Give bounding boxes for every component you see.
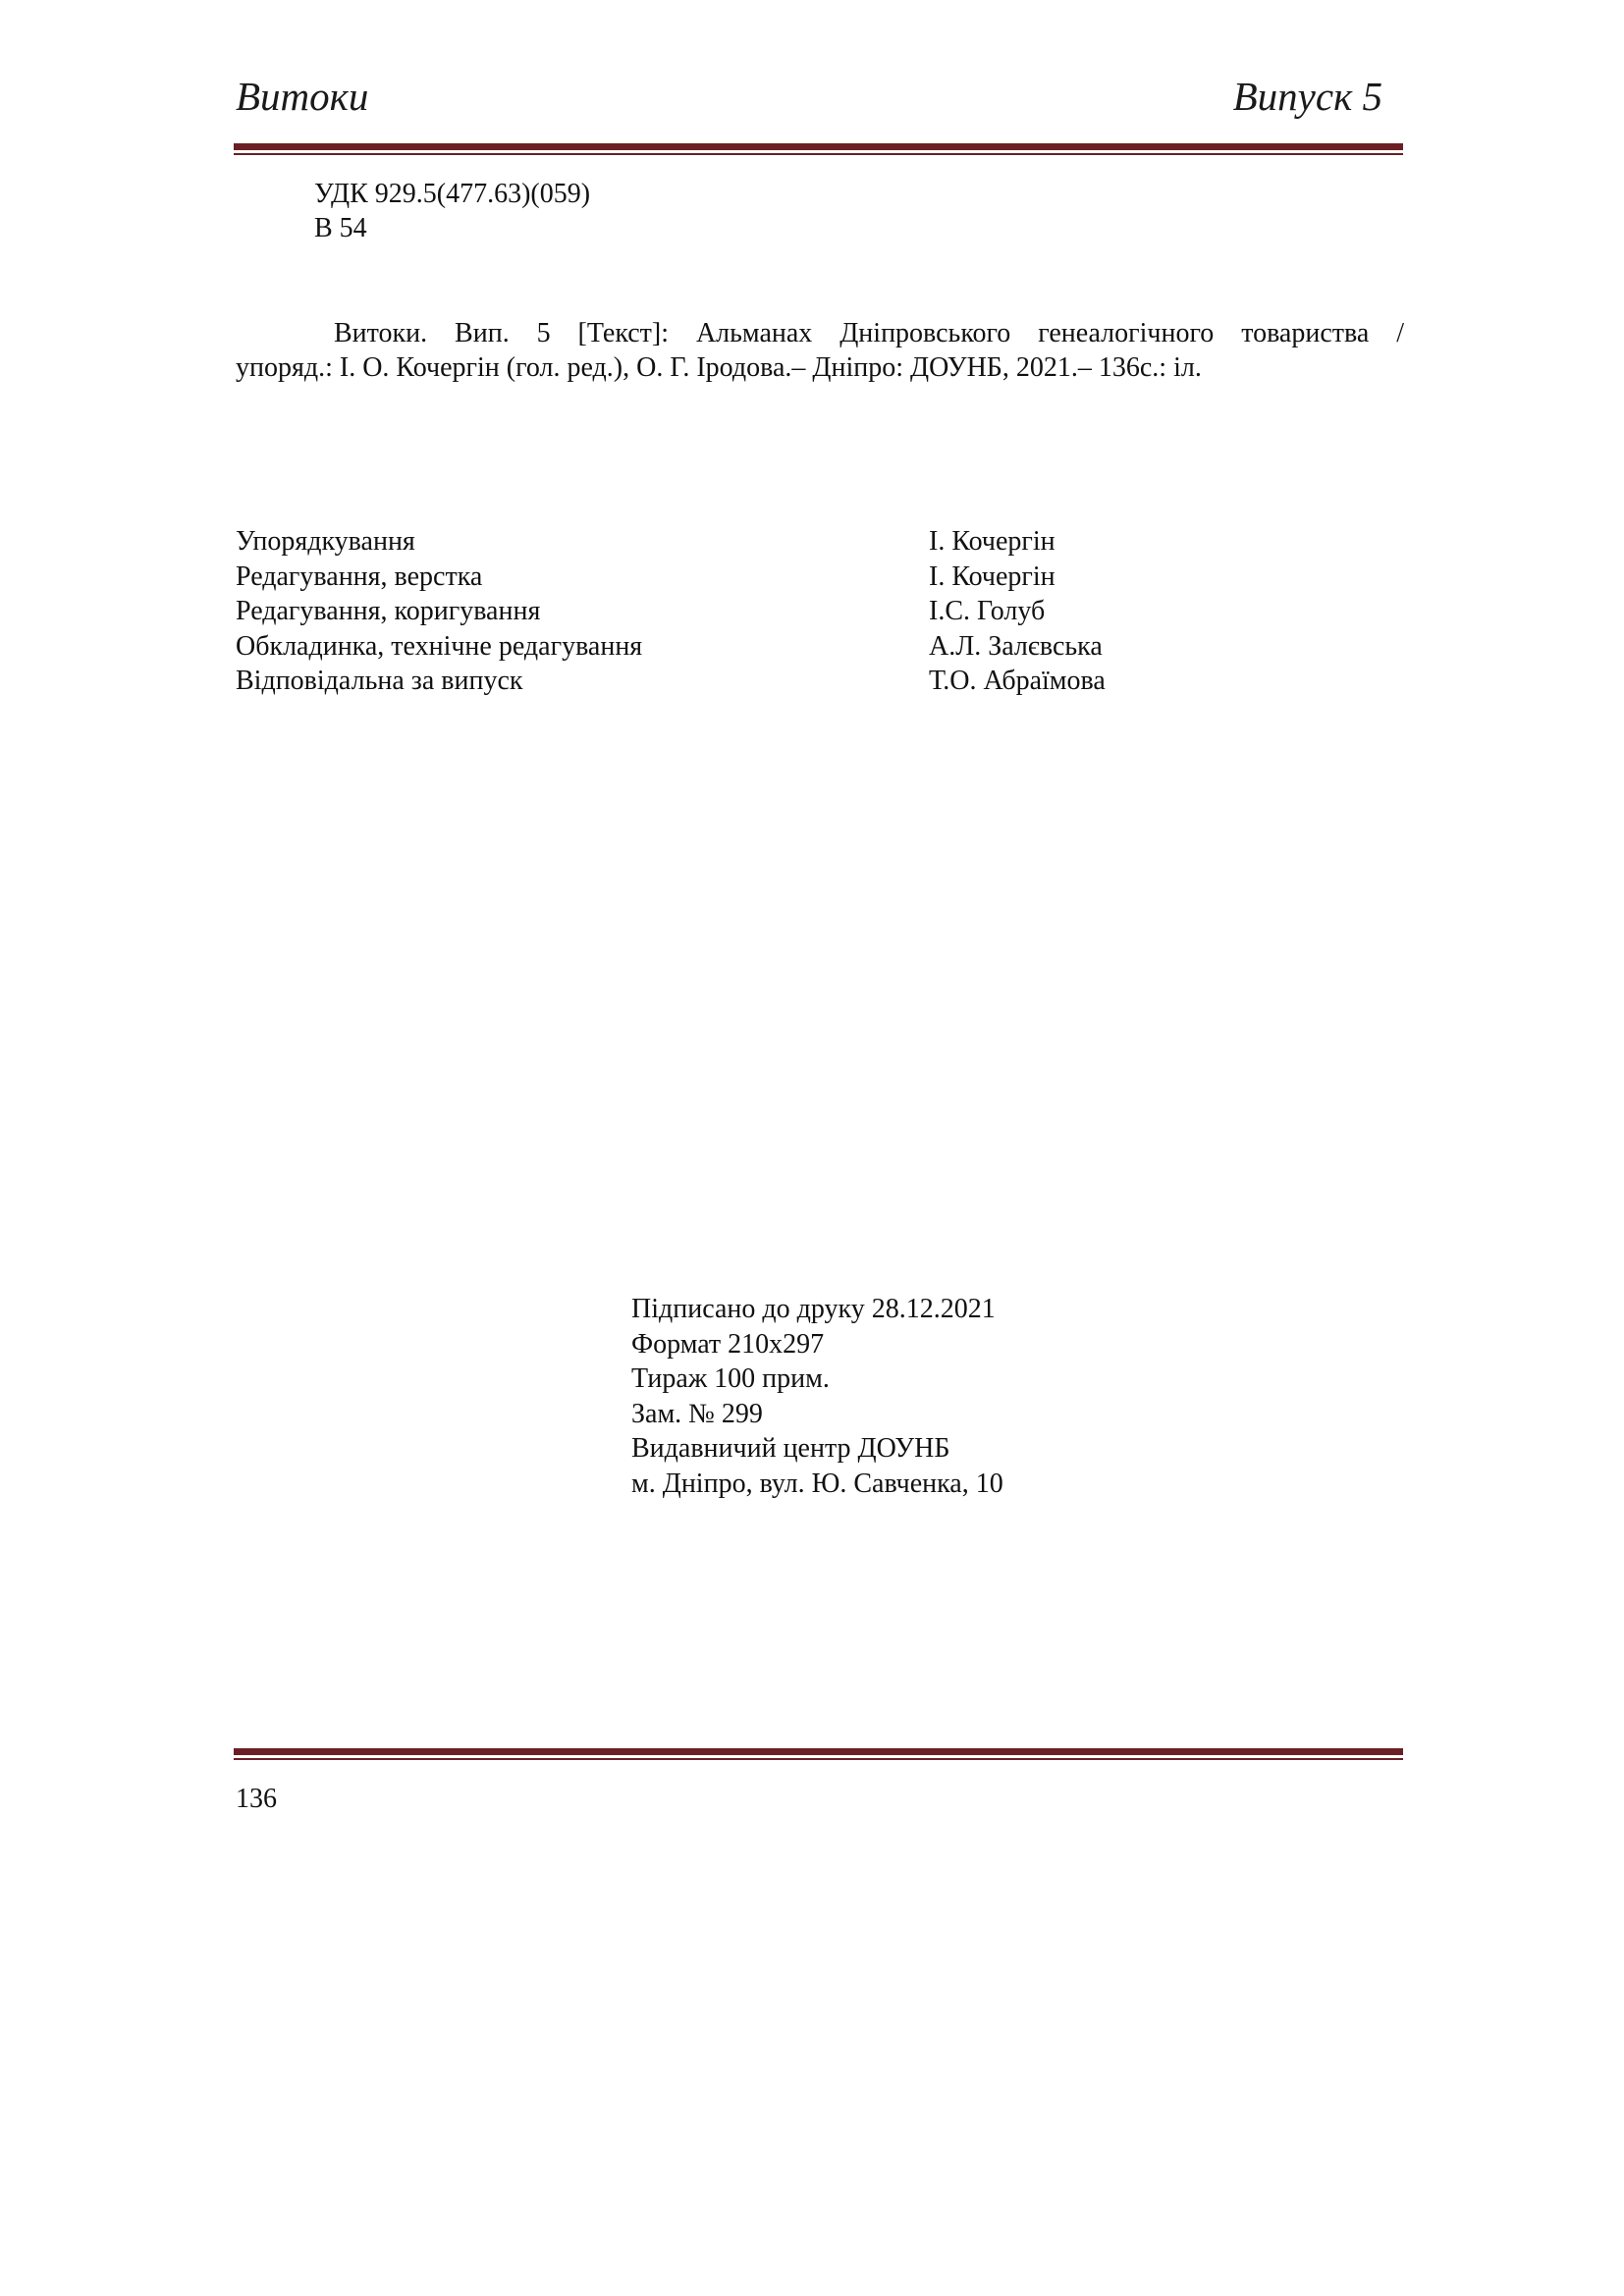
bibliographic-line-2: упоряд.: І. О. Кочергін (гол. ред.), О. Г. Іродова.– Дніпро: ДОУНБ, 2021.– 136с.: іл. — [236, 352, 1202, 383]
classification-block — [314, 177, 590, 245]
imprint-print-run: Тираж 100 прим. — [631, 1363, 830, 1394]
credit-name: І. Кочергін — [929, 526, 1056, 557]
credit-role: Редагування, коригування — [236, 596, 541, 626]
imprint-publisher: Видавничий центр ДОУНБ — [631, 1433, 950, 1464]
bibliographic-line-1: Витоки. Вип. 5 [Текст]: Альманах Дніпровського генеалогічного товариства / — [334, 318, 1404, 348]
author-mark: В 54 — [314, 213, 367, 243]
page-number: 136 — [236, 1784, 277, 1814]
bibliographic-description — [236, 316, 1404, 385]
footer-divider — [234, 1748, 1403, 1760]
credit-role: Упорядкування — [236, 526, 415, 557]
credit-row — [236, 524, 1218, 560]
imprint-signed-date: Підписано до друку 28.12.2021 — [631, 1294, 996, 1324]
imprint-block — [631, 1292, 1003, 1501]
udk-code: УДК 929.5(477.63)(059) — [314, 179, 591, 209]
credit-name: І.С. Голуб — [929, 596, 1046, 626]
credit-name: А.Л. Залєвська — [929, 630, 1103, 662]
credit-name: І. Кочергін — [929, 561, 1056, 592]
imprint-address: м. Дніпро, вул. Ю. Савченка, 10 — [631, 1468, 1003, 1499]
credit-role: Відповідальна за випуск — [236, 666, 523, 696]
credit-row — [236, 629, 1218, 665]
credit-role: Обкладинка, технічне редагування — [236, 630, 643, 662]
imprint-format: Формат 210х297 — [631, 1328, 825, 1360]
running-header-title: Витоки — [236, 74, 369, 119]
credit-name: Т.О. Абраїмова — [929, 666, 1106, 696]
credit-role: Редагування, верстка — [236, 561, 483, 592]
credit-row — [236, 560, 1218, 595]
header-divider — [234, 143, 1403, 155]
running-header-issue: Випуск 5 — [1232, 74, 1382, 119]
imprint-order-number: Зам. № 299 — [631, 1398, 763, 1429]
credit-row — [236, 594, 1218, 629]
credits-list — [236, 524, 1218, 699]
credit-row — [236, 664, 1218, 699]
